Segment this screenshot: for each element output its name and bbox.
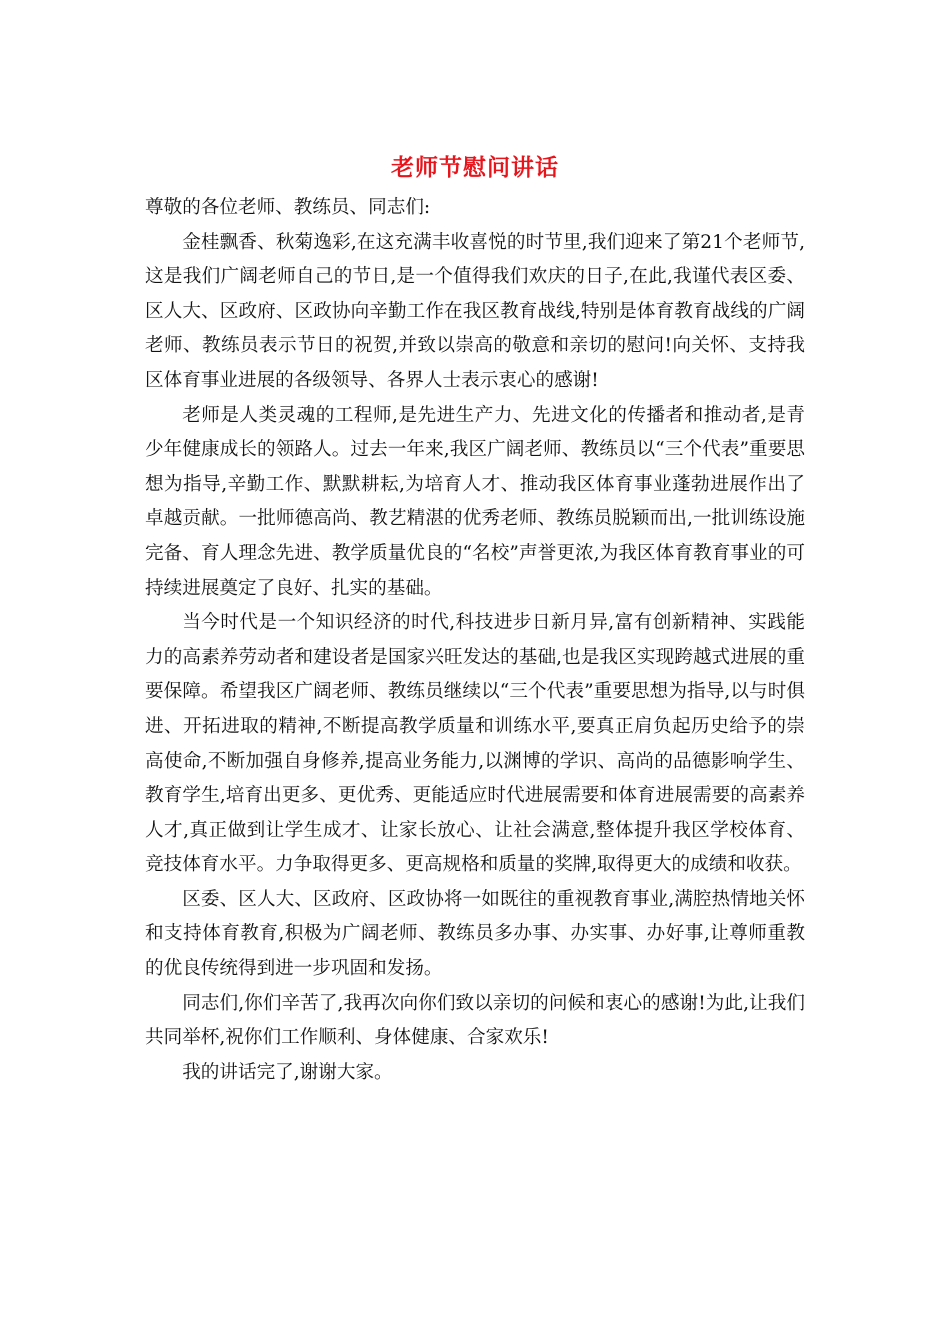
paragraph-2: 老师是人类灵魂的工程师,是先进生产力、先进文化的传播者和推动者,是青少年健康成长的领路人。过去一年来,我区广阔老师、教练员以“三个代表”重要思想为指导,辛勤工作、默默耕耘,为培育人才、推动我区体育事业蓬勃进展作出了卓越贡献。一批师德高尚、教艺精湛的优秀老师、教练员脱颖而出,一批训练设施完备、育人理念先进、教学质量优良的“名校”声誉更浓,为我区体育教育事业的可持续进展奠定了良好、扎实的基础。 (145, 404, 805, 599)
paragraph-5: 同志们,你们辛苦了,我再次向你们致以亲切的问候和衷心的感谢!为此,让我们共同举杯,祝你们工作顺利、身体健康、合家欢乐! (145, 992, 805, 1049)
document-body (145, 191, 805, 1090)
document-title: 老师节慰问讲话 (391, 154, 559, 181)
paragraph-4: 区委、区人大、区政府、区政协将一如既往的重视教育事业,满腔热情地关怀和支持体育教育,积极为广阔老师、教练员多办事、办实事、办好事,让尊师重教的优良传统得到进一步巩固和发扬。 (145, 888, 805, 980)
paragraph-3: 当今时代是一个知识经济的时代,科技进步日新月异,富有创新精神、实践能力的高素养劳动者和建设者是国家兴旺发达的基础,也是我区实现跨越式进展的重要保障。希望我区广阔老师、教练员继续以“三个代表”重要思想为指导,以与时俱进、开拓进取的精神,不断提高教学质量和训练水平,要真正肩负起历史给予的崇高使命,不断加强自身修养,提高业务能力,以渊博的学识、高尚的品德影响学生、教育学生,培育出更多、更优秀、更能适应时代进展需要和体育进展需要的高素养人才,真正做到让学生成才、让家长放心、让社会满意,整体提升我区学校体育、竞技体育水平。力争取得更多、更高规格和质量的奖牌,取得更大的成绩和收获。 (145, 612, 805, 876)
salutation: 尊敬的各位老师、教练员、同志们: (145, 197, 431, 218)
paragraph-6: 我的讲话完了,谢谢大家。 (182, 1061, 393, 1083)
paragraph-1: 金桂飘香、秋菊逸彩,在这充满丰收喜悦的时节里,我们迎来了第21个老师节,这是我们广阔老师自己的节日,是一个值得我们欢庆的日子,在此,我谨代表区委、区人大、区政府、区政协向辛勤工作在我区教育战线,特别是体育教育战线的广阔老师、教练员表示节日的祝贺,并致以崇高的敬意和亲切的慰问!向关怀、支持我区体育事业进展的各级领导、各界人士表示衷心的感谢! (145, 231, 805, 391)
